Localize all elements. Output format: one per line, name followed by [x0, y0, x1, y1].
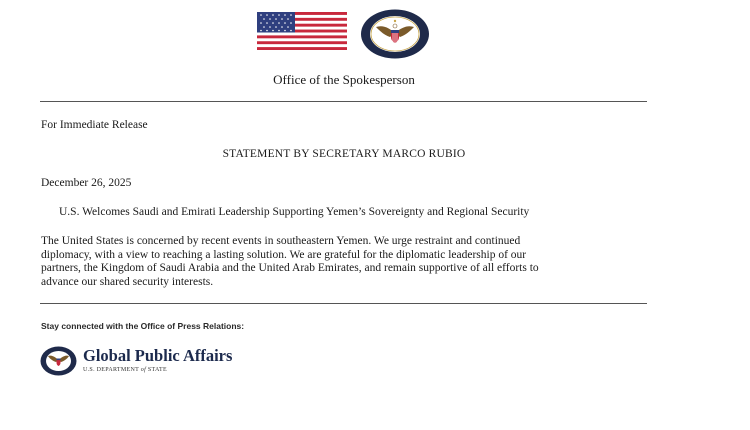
footer-divider [40, 303, 647, 304]
gpa-subtitle-post: STATE [147, 367, 167, 373]
department-of-state-seal-icon [360, 9, 430, 59]
stay-connected-text: Stay connected with the Office of Press Relations: [41, 321, 245, 331]
gpa-seal-icon[interactable] [40, 346, 77, 376]
release-date: December 26, 2025 [41, 177, 132, 189]
gpa-subtitle [83, 367, 232, 373]
body-line: advance our shared security interests. [41, 275, 214, 288]
header-divider [40, 101, 647, 102]
office-title: Office of the Spokesperson [273, 72, 415, 87]
gpa-brand-link[interactable] [83, 346, 232, 373]
body-line: The United States is concerned by recent events in southeastern Yemen. We urge restraint and continued [41, 235, 521, 247]
gpa-subtitle-of: of [140, 367, 147, 373]
release-label: For Immediate Release [41, 119, 148, 131]
statement-body [41, 235, 539, 289]
us-flag-icon [257, 12, 347, 50]
gpa-brand-name: Global Public Affairs [83, 346, 233, 365]
body-line: partners, the Kingdom of Saudi Arabia and the United Arab Emirates, and remain supportive of all efforts to [41, 262, 539, 274]
statement-title: STATEMENT BY SECRETARY MARCO RUBIO [222, 148, 466, 160]
body-line: diplomacy, with a view to reaching a lasting solution. We are grateful for the diplomatic leadership of our [41, 248, 527, 261]
gpa-subtitle-pre: U.S. DEPARTMENT [83, 367, 139, 373]
headline: U.S. Welcomes Saudi and Emirati Leadership Supporting Yemen’s Sovereignty and Regional Security [59, 206, 530, 218]
